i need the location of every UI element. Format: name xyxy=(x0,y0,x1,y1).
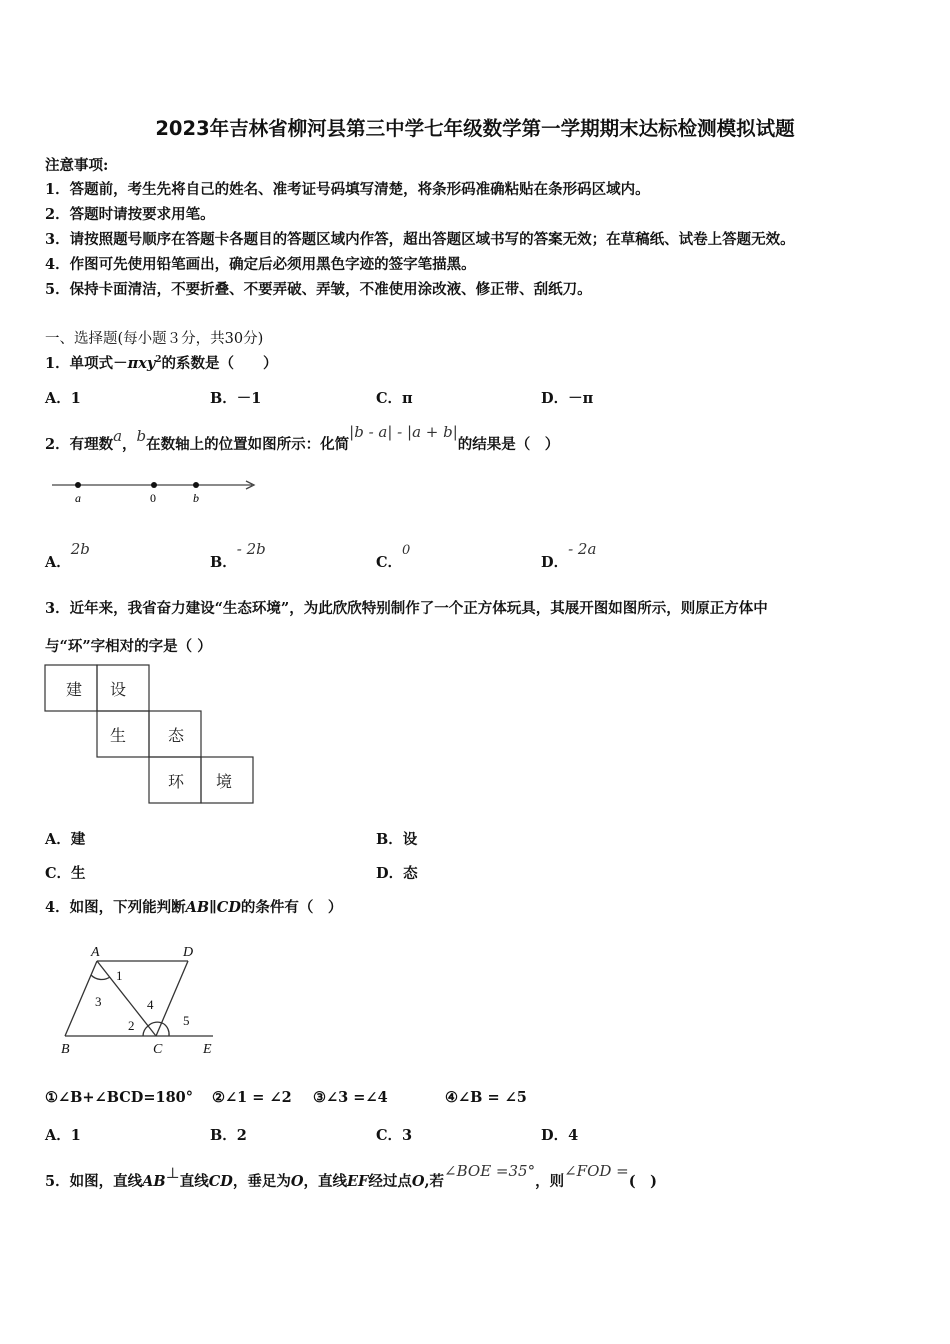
vertex-a: A xyxy=(91,945,100,960)
label-a: a xyxy=(75,491,81,505)
angle-arc-c-right xyxy=(164,1024,169,1036)
question-3-option-a[interactable]: A．建 xyxy=(45,831,86,848)
angle-label-1: 1 xyxy=(116,968,123,983)
question-5-stem: 5．如图，直线AB⊥直线CD，垂足为O，直线EF经过点O,若∠BOE =35°，则∠FOD =( ) xyxy=(45,1162,657,1190)
angle-label-3: 3 xyxy=(95,994,102,1009)
question-2-stem: 2．有理数a，b在数轴上的位置如图所示：化简|b - a| - |a + b|的结果是（ ） xyxy=(45,423,560,453)
question-4-option-d[interactable]: D．4 xyxy=(541,1127,579,1144)
page-title: 2023年吉林省柳河县第三中学七年级数学第一学期期末达标检测模拟试题 xyxy=(155,117,795,140)
point-zero xyxy=(151,482,157,488)
cube-text-she: 设 xyxy=(110,682,127,699)
question-4-condition-1: ①∠B+∠BCD=180° xyxy=(45,1089,194,1106)
question-4-condition-4: ④∠B = ∠5 xyxy=(445,1089,527,1106)
notice-item-3: 3．请按照题号顺序在答题卡各题目的答题区域内作答，超出答题区域书写的答案无效；在草稿纸、试卷上答题无效。 xyxy=(45,231,795,248)
vertex-e: E xyxy=(203,1042,212,1057)
question-4-option-b[interactable]: B．2 xyxy=(210,1127,247,1144)
number-line-figure xyxy=(48,474,263,506)
cube-net-figure xyxy=(44,664,256,804)
question-3-option-b[interactable]: B．设 xyxy=(376,831,418,848)
angle-label-5: 5 xyxy=(183,1013,190,1028)
cube-text-tai: 态 xyxy=(168,728,185,745)
segment-ab xyxy=(65,961,97,1036)
vertex-b: B xyxy=(61,1042,70,1057)
cube-text-jing: 境 xyxy=(216,774,233,791)
question-2-option-d[interactable]: D．- 2a xyxy=(541,540,597,571)
parallelogram-figure xyxy=(55,940,225,1062)
question-1-stem: 1．单项式－πxy$^2$的系数是（ ） xyxy=(45,355,278,372)
notice-heading: 注意事项: xyxy=(45,157,109,174)
question-2-option-a[interactable]: A．2b xyxy=(45,540,90,571)
point-a xyxy=(75,482,81,488)
label-b: b xyxy=(193,491,199,505)
question-3-option-c[interactable]: C．生 xyxy=(45,865,86,882)
question-4-condition-2: ②∠1 = ∠2 xyxy=(212,1089,292,1106)
question-4-condition-3: ③∠3 =∠4 xyxy=(313,1089,388,1106)
notice-item-2: 2．答题时请按要求用笔。 xyxy=(45,206,215,223)
angle-label-2: 2 xyxy=(128,1018,135,1033)
question-1-option-a[interactable]: A．1 xyxy=(45,390,81,407)
question-4-stem: 4．如图，下列能判断AB∥CD的条件有（ ） xyxy=(45,899,343,916)
question-3-stem-line2: 与“环”字相对的字是（ ） xyxy=(45,638,212,655)
angle-arc-c-left xyxy=(143,1026,148,1036)
vertex-c: C xyxy=(153,1042,163,1057)
question-4-option-c[interactable]: C．3 xyxy=(376,1127,413,1144)
angle-arc-a xyxy=(91,975,110,979)
cube-text-huan: 环 xyxy=(168,774,185,791)
angle-label-4: 4 xyxy=(147,997,154,1012)
question-3-option-d[interactable]: D．态 xyxy=(376,865,418,882)
question-2-option-c[interactable]: C．0 xyxy=(376,543,411,571)
question-3-stem-line1: 3．近年来，我省奋力建设“生态环境”，为此欣欣特别制作了一个正方体玩具，其展开图如图所示，则原正方体中 xyxy=(45,600,768,617)
cube-text-jian: 建 xyxy=(66,682,83,699)
cube-text-sheng: 生 xyxy=(110,728,127,745)
section-heading: 一、选择题(每小题３分，共30分) xyxy=(45,331,264,347)
notice-item-1: 1．答题前，考生先将自己的姓名、准考证号码填写清楚，将条形码准确粘贴在条形码区域内。 xyxy=(45,181,650,198)
notice-item-4: 4．作图可先使用铅笔画出，确定后必须用黑色字迹的签字笔描黑。 xyxy=(45,256,476,273)
question-2-option-b[interactable]: B．- 2b xyxy=(210,540,266,571)
question-1-option-d[interactable]: D．－π xyxy=(541,390,594,407)
vertex-d: D xyxy=(183,945,194,960)
question-1-option-b[interactable]: B．－1 xyxy=(210,390,262,407)
question-1-option-c[interactable]: C．π xyxy=(376,390,413,407)
label-zero: 0 xyxy=(150,491,156,505)
question-4-option-a[interactable]: A．1 xyxy=(45,1127,81,1144)
point-b xyxy=(193,482,199,488)
notice-item-5: 5．保持卡面清洁，不要折叠、不要弄破、弄皱，不准使用涂改液、修正带、刮纸刀。 xyxy=(45,281,592,298)
